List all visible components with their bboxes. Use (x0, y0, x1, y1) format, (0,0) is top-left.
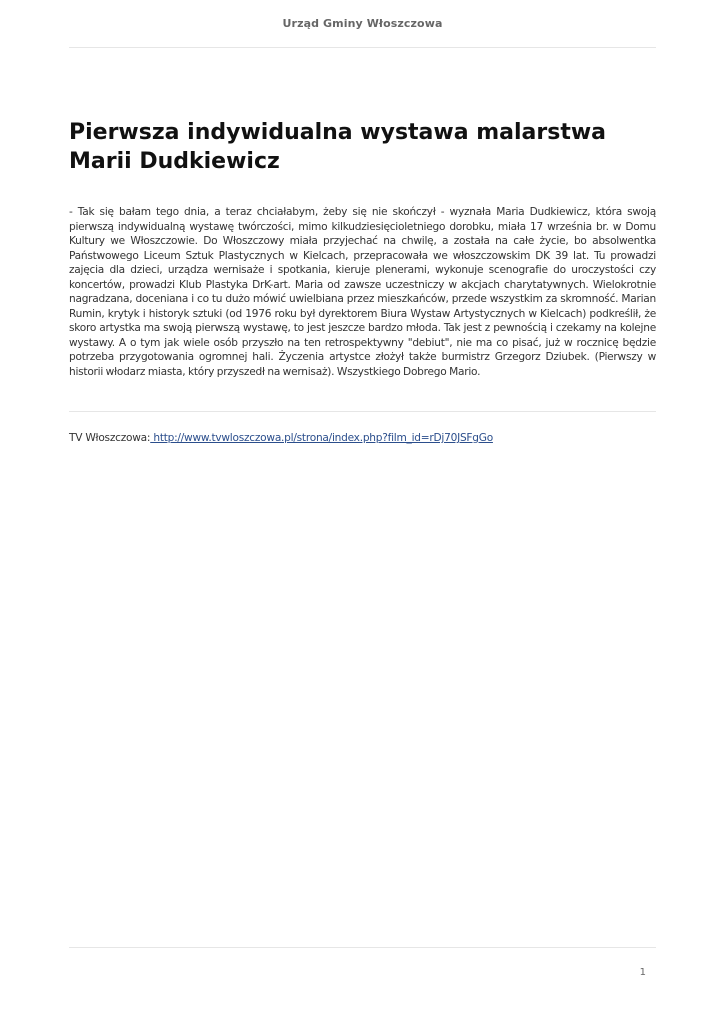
site-header: Urząd Gminy Włoszczowa (282, 17, 443, 30)
source-line (69, 431, 656, 445)
page-number: 1 (639, 967, 646, 978)
article-body: - Tak się bałam tego dnia, a teraz chciałabym, żeby się nie skończył - wyznała Maria Dudkiewicz, która swoją pierwszą indywidualną wystawę twórczości, mimo kilkudziesięcioletniego dorobku, miała 17 września br. w Domu Kultury we Włoszczowie. Do Włoszczowy miała przyjechać na chwilę, a została na całe życie, bo absolwentka Państwowego Liceum Sztuk Plastycznych w Kielcach, przepracowała we włoszczowskim DK 39 lat. Tu prowadzi zajęcia dla dzieci, urządza wernisaże i spotkania, kieruje plenerami, wykonuje scenografie do uroczystości czy koncertów, prowadzi Klub Plastyka DrK-art. Maria od zawsze uczestniczy w akcjach charytatywnych. Wielokrotnie nagradzana, doceniana i co tu dużo mówić uwielbiana przez mieszkańców, przede wszystkim za skromność. Marian Rumin, krytyk i historyk sztuki (od 1976 roku był dyrektorem Biura Wystaw Artystycznych w Kielcach) podkreślił, że skoro artystka ma swoją pierwszą wystawę, to jest jeszcze bardzo młoda. Tak jest z pewnością i czekamy na kolejne wystawy. A o tym jak wiele osób przyszło na ten retrospektywny "debiut", nie ma co pisać, już w rocznicę będzie potrzeba przygotowania ogromnej hali. Życzenia artystce złożył także burmistrz Grzegorz Dziubek. (Pierwszy w historii włodarz miasta, który przyszedł na wernisaż). Wszystkiego Dobrego Mario. (69, 206, 656, 378)
source-label: TV Włoszczowa: (69, 432, 151, 444)
article-title: Pierwsza indywidualna wystawa malarstwa Marii Dudkiewicz (69, 120, 607, 174)
footer-divider (69, 947, 656, 948)
header-divider (69, 47, 656, 48)
content-divider (69, 411, 656, 412)
source-link[interactable]: http://www.tvwloszczowa.pl/strona/index.php?film_id=rDj70JSFgGo (150, 432, 493, 444)
